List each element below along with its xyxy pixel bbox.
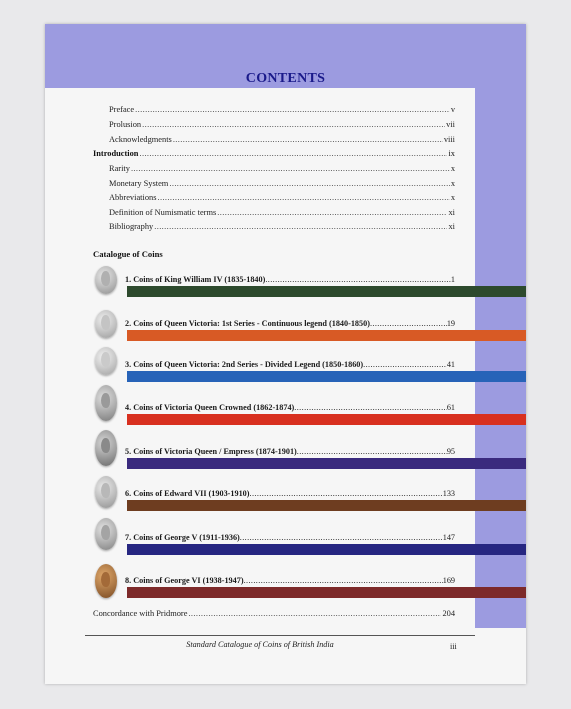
coin-portrait-icon [95, 518, 117, 550]
toc-entry-preface: Preface ..... v [109, 105, 455, 116]
catalogue-color-bar [127, 286, 526, 297]
toc-entry-acknowledgments: Acknowledgments ..... viii [109, 135, 455, 146]
catalogue-entry: 8. Coins of George VI (1938-1947) ..... 169 [125, 576, 455, 587]
catalogue-heading: Catalogue of Coins [93, 249, 163, 259]
footer-book-title: Standard Catalogue of Coins of British India [186, 640, 334, 649]
toc-entry-concordance: Concordance with Pridmore ..... 204 [93, 609, 455, 620]
toc-entry-introduction: Introduction ..... ix [93, 149, 455, 160]
coin-portrait-icon [95, 430, 117, 466]
footer-page-number: iii [450, 642, 457, 651]
toc-entry-bibliography: Bibliography ..... xi [109, 222, 455, 233]
coin-portrait-icon [95, 476, 117, 508]
catalogue-color-bar [127, 500, 526, 511]
catalogue-entry: 3. Coins of Queen Victoria: 2nd Series - Divided Legend (1850-1860) ..... 41 [125, 360, 455, 371]
toc-entry-numismatic-terms: Definition of Numismatic terms ..... xi [109, 208, 455, 219]
toc-entry-abbreviations: Abbreviations ..... x [109, 193, 455, 204]
coin-portrait-icon [95, 347, 117, 375]
coin-portrait-icon [95, 564, 117, 598]
toc-entry-monetary-system: Monetary System ..... x [109, 179, 455, 190]
catalogue-color-bar [127, 544, 526, 555]
coin-portrait-icon [95, 310, 117, 338]
catalogue-entry: 4. Coins of Victoria Queen Crowned (1862-1874) ..... 61 [125, 403, 455, 414]
catalogue-color-bar [127, 414, 526, 425]
catalogue-color-bar [127, 458, 526, 469]
catalogue-color-bar [127, 371, 526, 382]
toc-entry-prolusion: Prolusion ..... vii [109, 120, 455, 131]
catalogue-color-bar [127, 330, 526, 341]
coin-portrait-icon [95, 385, 117, 421]
catalogue-entry: 5. Coins of Victoria Queen / Empress (1874-1901) ..... 95 [125, 447, 455, 458]
footer-divider [85, 635, 475, 636]
catalogue-entry: 2. Coins of Queen Victoria: 1st Series - Continuous legend (1840-1850) ..... 19 [125, 319, 455, 330]
catalogue-color-bar [127, 587, 526, 598]
catalogue-entry: 6. Coins of Edward VII (1903-1910) ..... 133 [125, 489, 455, 500]
coin-portrait-icon [95, 266, 117, 294]
catalogue-entry: 1. Coins of King William IV (1835-1840) ..... 1 [125, 275, 455, 286]
book-page [45, 24, 526, 684]
page-title: CONTENTS [245, 71, 326, 86]
catalogue-entry: 7. Coins of George V (1911-1936) ..... 147 [125, 533, 455, 544]
toc-entry-rarity: Rarity ..... x [109, 164, 455, 175]
